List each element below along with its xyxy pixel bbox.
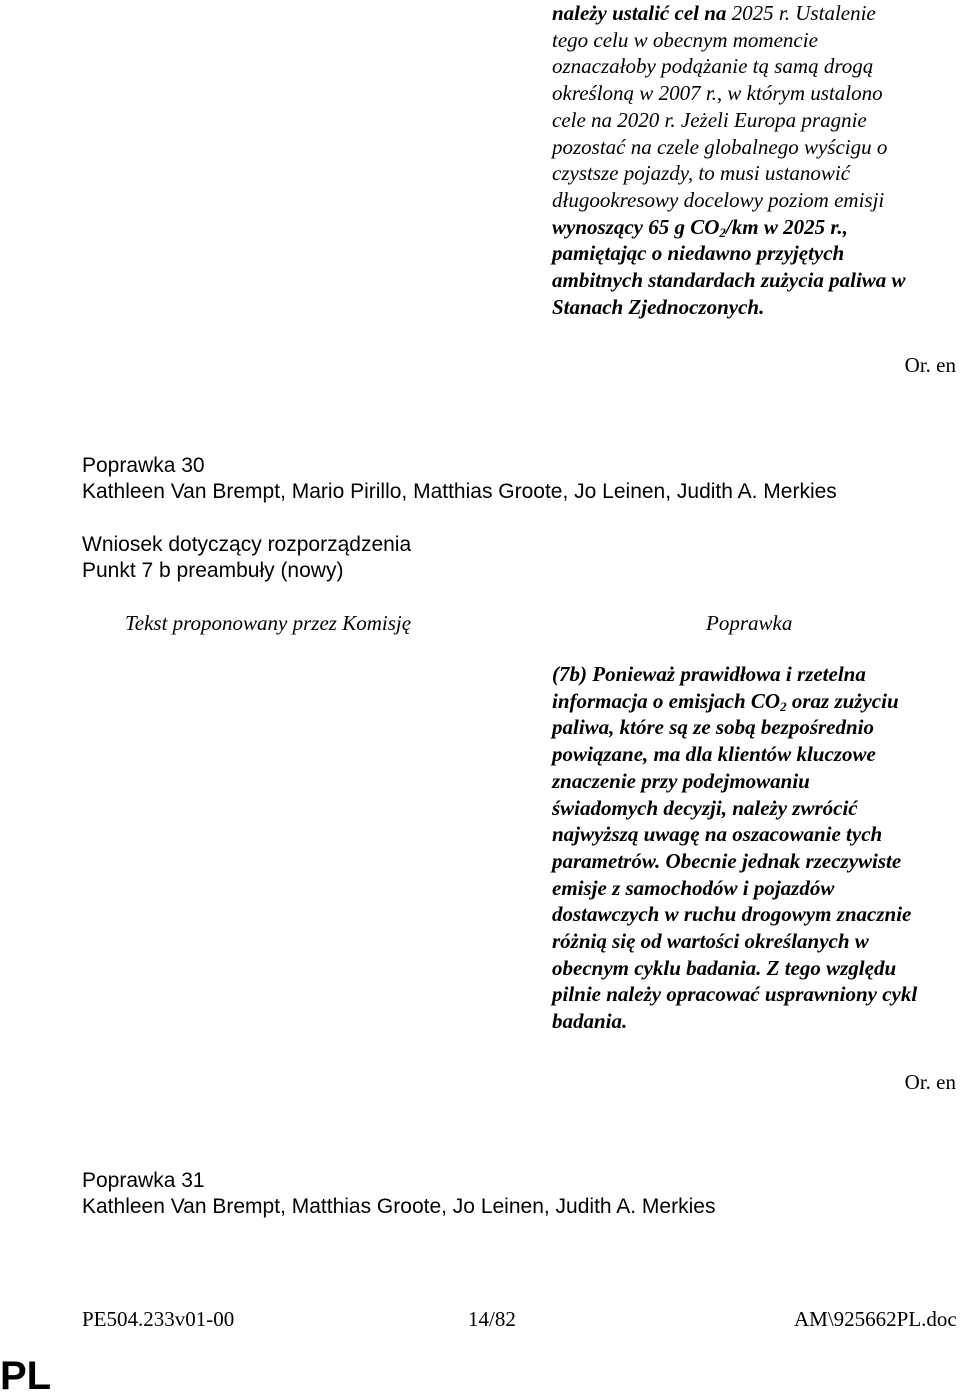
footer-file-name: AM\925662PL.doc [794, 1307, 957, 1331]
text-run: 2007 r. [658, 81, 717, 106]
text-run: obecnym cyklu badania. Z tego względu [552, 955, 897, 980]
text-line [552, 848, 960, 875]
text-run: powiązane, ma dla klientów kluczowe [552, 742, 876, 767]
text-line [552, 821, 960, 848]
text-line [552, 27, 960, 54]
text-run: badania. [552, 1009, 628, 1034]
text-line [552, 741, 960, 768]
amendment-title: Poprawka 30 [82, 454, 205, 477]
text-line [552, 928, 960, 955]
proposal-label: Wniosek dotyczący rozporządzenia [82, 533, 412, 556]
text-run: znaczenie przy podejmowaniu [552, 768, 810, 793]
text-run: wynoszący 65 g CO [552, 214, 720, 239]
amendment-29-continuation-text [552, 0, 960, 320]
text-line [552, 160, 960, 187]
text-line [552, 134, 960, 161]
text-line [552, 795, 960, 822]
text-line [552, 214, 960, 241]
original-language-note: Or. en [904, 1070, 956, 1094]
text-run: ambitnych standardach zużycia paliwa w [552, 268, 906, 293]
text-run: informacja o emisjach CO [552, 688, 781, 713]
text-line [552, 955, 960, 982]
text-line [552, 294, 960, 321]
text-run: długookresowy docelowy poziom emisji [552, 187, 885, 212]
text-run: czystsze pojazdy, to musi ustanowić [552, 161, 851, 186]
text-run: parametrów. Obecnie jednak rzeczywiste [552, 848, 902, 873]
footer-document-reference: PE504.233v01-00 [82, 1307, 235, 1331]
text-run: /km w [725, 214, 784, 239]
original-language-note: Or. en [904, 353, 956, 377]
text-line [552, 267, 960, 294]
subscript-text: 2 [780, 698, 787, 714]
text-line [552, 768, 960, 795]
amendment-column-header: Poprawka [706, 611, 793, 635]
commission-text-column-header: Tekst proponowany przez Komisję [125, 611, 412, 635]
text-run: należy ustalić cel na [552, 1, 732, 25]
text-run: oznaczałoby podążanie tą samą drogą [552, 54, 874, 79]
text-run: Stanach Zjednoczonych. [552, 294, 765, 319]
text-line [552, 661, 960, 688]
text-line [552, 0, 960, 27]
text-run: 2025 r. Ustalenie [731, 1, 876, 25]
text-run: 2025 r. [783, 214, 843, 239]
text-run: najwyższą uwagę na oszacowanie tych [552, 822, 883, 847]
text-run: pozostać na czele globalnego wyścigu o [552, 134, 888, 159]
text-run: różnią się od wartości określanych w [552, 929, 869, 954]
text-run: , w którym ustalono [716, 81, 883, 106]
text-run: świadomych decyzji, należy zwrócić [552, 795, 858, 820]
text-run: , [842, 214, 848, 239]
text-run: pamiętając o niedawno przyjętych [552, 241, 845, 266]
text-line [552, 80, 960, 107]
text-run: 2020 r. Jeżeli Europa pragnie [617, 107, 867, 132]
amendment-title: Poprawka 31 [82, 1169, 205, 1192]
text-line [552, 240, 960, 267]
text-run: oraz zużyciu [786, 688, 899, 713]
text-run: tego celu w obecnym momencie [552, 27, 818, 52]
text-run: pilnie należy opracować usprawniony cykl [552, 982, 918, 1007]
recital-reference: Punkt 7 b preambuły (nowy) [82, 559, 344, 582]
subscript-text: 2 [719, 224, 726, 240]
text-line [552, 714, 960, 741]
text-run: (7b) Ponieważ prawidłowa i rzetelna [552, 662, 866, 686]
amendment-authors: Kathleen Van Brempt, Matthias Groote, Jo Leinen, Judith A. Merkies [82, 1195, 716, 1218]
language-mark: PL [0, 1354, 52, 1398]
amendment-authors: Kathleen Van Brempt, Mario Pirillo, Matthias Groote, Jo Leinen, Judith A. Merkies [82, 480, 837, 503]
text-line [552, 187, 960, 214]
text-line [552, 1008, 960, 1035]
text-line [552, 981, 960, 1008]
text-run: cele na [552, 107, 618, 132]
text-run: określoną w [552, 81, 659, 106]
text-line [552, 107, 960, 134]
text-run: emisje z samochodów i pojazdów [552, 875, 835, 900]
text-run: dostawczych w ruchu drogowym znacznie [552, 902, 912, 927]
text-line [552, 901, 960, 928]
text-run: paliwa, które są ze sobą bezpośrednio [552, 715, 875, 740]
text-line [552, 875, 960, 902]
text-line [552, 688, 960, 715]
text-line [552, 53, 960, 80]
footer-page-number: 14/82 [468, 1307, 516, 1331]
amendment-30-text [552, 661, 960, 1035]
